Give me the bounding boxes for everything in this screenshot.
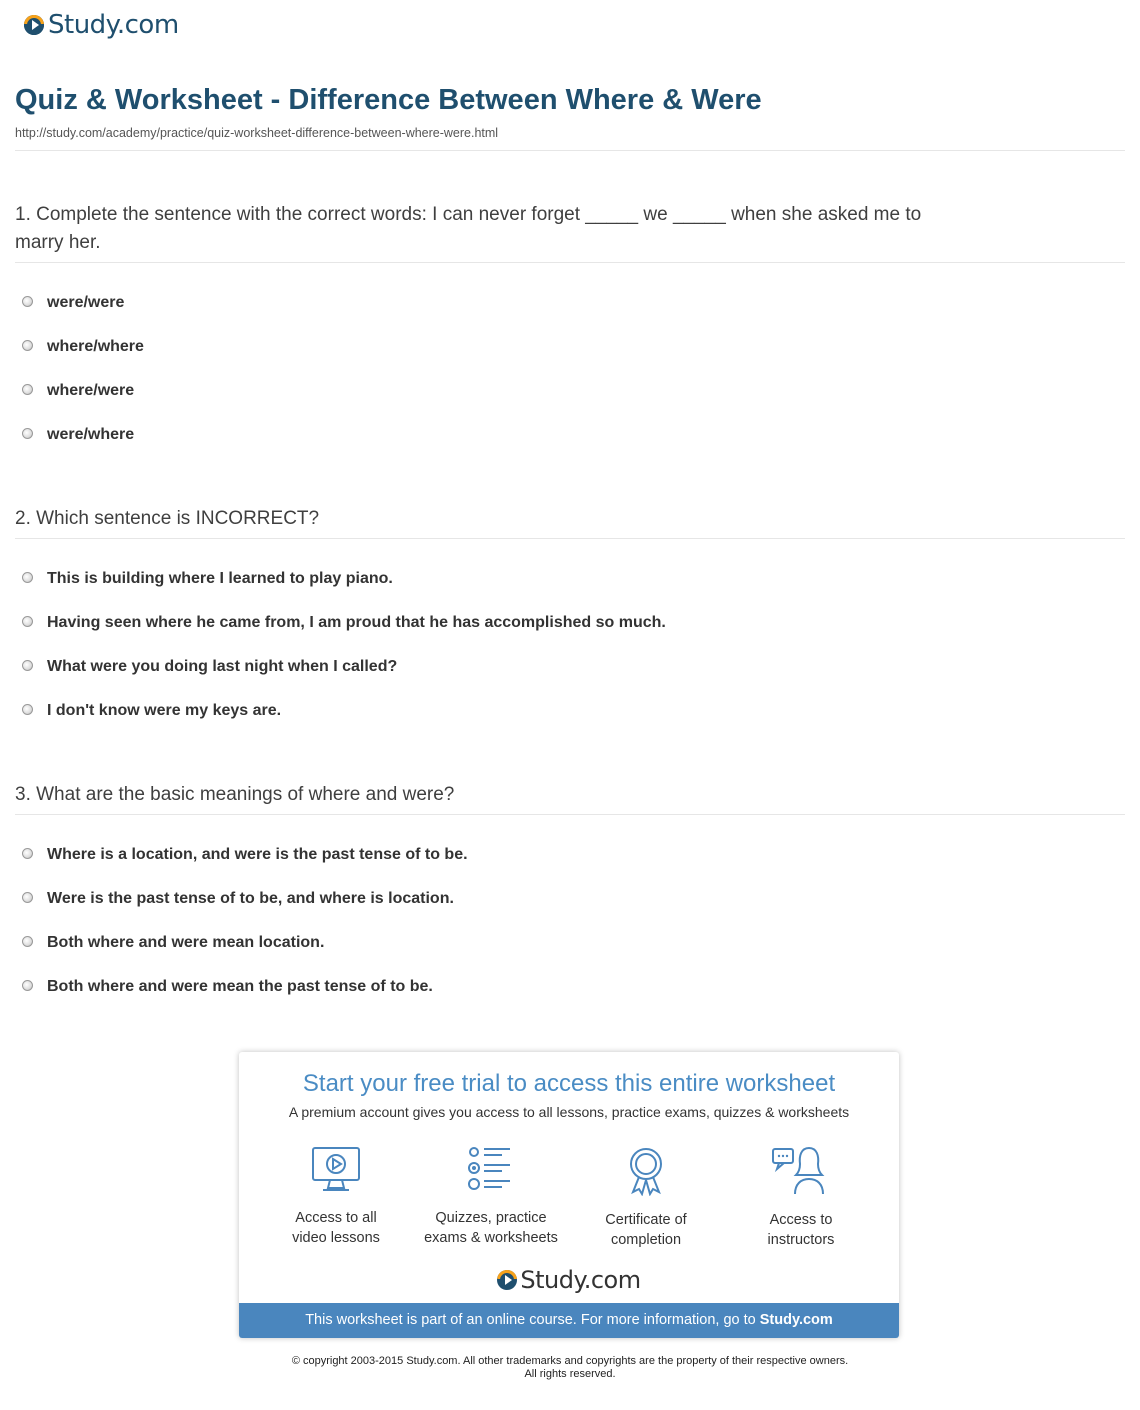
question-3-text: 3. What are the basic meanings of where and were?	[15, 784, 455, 805]
radio-button[interactable]	[22, 428, 33, 439]
free-trial-promo	[239, 1052, 899, 1338]
feature-label: video lessons	[292, 1230, 380, 1246]
quiz-list-icon	[466, 1146, 516, 1194]
option-label: where/where	[47, 338, 144, 355]
q2-option-4[interactable]	[22, 702, 281, 720]
course-info-bar	[239, 1303, 899, 1338]
divider	[15, 814, 1125, 815]
promo-subtext: A premium account gives you access to all lessons, practice exams, quizzes & worksheets	[288, 1104, 850, 1120]
study-link[interactable]: Study.com	[759, 1312, 833, 1328]
logo-text: Study.com	[48, 10, 179, 40]
feature-label: instructors	[767, 1232, 835, 1248]
option-label: What were you doing last night when I called?	[47, 658, 398, 675]
radio-button[interactable]	[22, 296, 33, 307]
radio-button[interactable]	[22, 572, 33, 583]
divider	[15, 538, 1125, 539]
instructor-chat-icon	[771, 1146, 831, 1196]
feature-label: Access to	[769, 1212, 833, 1228]
video-monitor-icon	[311, 1146, 361, 1194]
radio-button[interactable]	[22, 892, 33, 903]
feature-label: exams & worksheets	[424, 1230, 558, 1246]
option-label: where/were	[47, 382, 135, 399]
q1-option-2[interactable]	[22, 338, 144, 356]
page-url: http://study.com/academy/practice/quiz-worksheet-difference-between-where-were.html	[15, 126, 499, 140]
q2-option-1[interactable]	[22, 570, 393, 588]
copyright-line-2: All rights reserved.	[524, 1368, 616, 1380]
divider	[15, 150, 1125, 151]
course-info-text: This worksheet is part of an online course. For more information, go to	[305, 1312, 760, 1328]
radio-button[interactable]	[22, 616, 33, 627]
q1-option-1[interactable]	[22, 294, 124, 312]
feature-label: completion	[610, 1232, 682, 1248]
option-label: were/were	[47, 294, 125, 311]
question-1-text: 1. Complete the sentence with the correct words: I can never forget _____ we _____ when she asked me to marry her.	[15, 204, 922, 253]
option-label: This is building where I learned to play piano.	[47, 570, 393, 587]
promo-headline[interactable]: Start your free trial to access this entire worksheet	[302, 1070, 836, 1097]
q1-option-3[interactable]	[22, 382, 134, 400]
feature-label: Certificate of	[605, 1212, 687, 1228]
radio-button[interactable]	[22, 980, 33, 991]
promo-logo[interactable]	[239, 1266, 899, 1294]
copyright	[0, 1355, 1140, 1381]
play-circle-icon	[24, 15, 44, 35]
option-label: Both where and were mean location.	[47, 934, 325, 951]
q3-option-1[interactable]	[22, 846, 468, 864]
option-label: Both where and were mean the past tense of to be.	[47, 978, 433, 995]
question-2-text: 2. Which sentence is INCORRECT?	[15, 508, 320, 529]
feature-instructors	[726, 1146, 876, 1250]
q2-option-2[interactable]	[22, 614, 666, 632]
feature-label: Access to all	[295, 1210, 377, 1226]
q3-option-4[interactable]	[22, 978, 433, 996]
q2-option-3[interactable]	[22, 658, 397, 676]
radio-button[interactable]	[22, 936, 33, 947]
option-label: Where is a location, and were is the past tense of to be.	[47, 846, 468, 863]
option-label: I don't know were my keys are.	[47, 702, 282, 719]
option-label: Having seen where he came from, I am proud that he has accomplished so much.	[47, 614, 666, 631]
feature-certificate	[571, 1146, 721, 1250]
certificate-ribbon-icon	[621, 1146, 671, 1196]
option-label: Were is the past tense of to be, and where is location.	[47, 890, 454, 907]
page-title: Quiz & Worksheet - Difference Between Where & Were	[15, 84, 762, 116]
option-label: were/where	[47, 426, 135, 443]
radio-button[interactable]	[22, 704, 33, 715]
divider	[15, 262, 1125, 263]
feature-video-lessons	[261, 1146, 411, 1248]
radio-button[interactable]	[22, 384, 33, 395]
promo-logo-text: Study.com	[520, 1266, 641, 1294]
radio-button[interactable]	[22, 340, 33, 351]
q1-option-4[interactable]	[22, 426, 134, 444]
q3-option-2[interactable]	[22, 890, 454, 908]
radio-button[interactable]	[22, 848, 33, 859]
radio-button[interactable]	[22, 660, 33, 671]
feature-quizzes	[416, 1146, 566, 1248]
copyright-line-1: © copyright 2003-2015 Study.com. All other trademarks and copyrights are the property of their respective owners.	[291, 1355, 849, 1367]
play-circle-icon	[497, 1270, 517, 1290]
feature-label: Quizzes, practice	[435, 1210, 547, 1226]
study-logo[interactable]	[24, 10, 179, 40]
q3-option-3[interactable]	[22, 934, 324, 952]
